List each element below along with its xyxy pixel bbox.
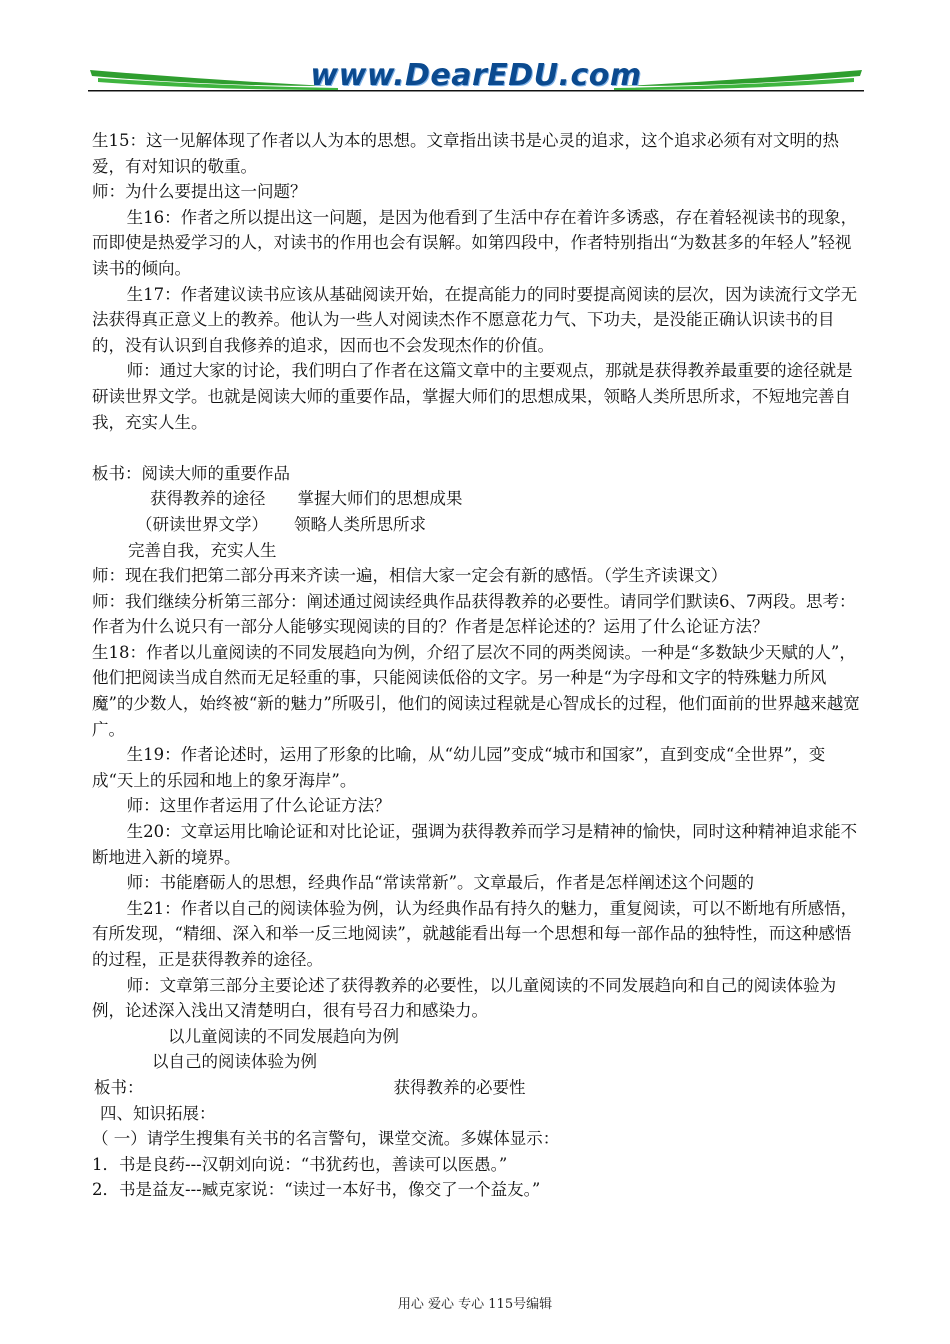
- blackboard-line: [92, 512, 862, 538]
- paragraph: 生18：作者以儿童阅读的不同发展趋向为例，介绍了层次不同的两类阅读。一种是“多数缺少天赋的人”，他们把阅读当成自然而无足轻重的事，只能阅读低俗的文字。另一种是“为字母和文字的特殊魅力所风魔”的少数人，始终被“新的魅力”所吸引，他们的阅读过程就是心智成长的过程，他们面前的世界越来越宽广。: [92, 642, 860, 739]
- paragraph: 生21：作者以自己的阅读体验为例，认为经典作品有持久的魅力，重复阅读，可以不断地有所感悟，有所发现，“精细、深入和举一反三地阅读”，就越能看出每一个思想和每一部作品的独特性，而这种感悟的过程，正是获得教养的途径。: [92, 898, 858, 969]
- blackboard-label: 板书：: [94, 1077, 144, 1097]
- paragraph: 师：现在我们把第二部分再来齐读一遍，相信大家一定会有新的感悟。（学生齐读课文）: [92, 566, 728, 586]
- paragraph: 生19：作者论述时，运用了形象的比喻，从“幼儿园”变成“城市和国家”，直到变成“全世界”，变成“天上的乐园和地上的象牙海岸”。: [92, 745, 826, 790]
- blackboard-line: 以儿童阅读的不同发展趋向为例: [168, 1026, 399, 1046]
- blackboard-item: 获得教养的途径: [150, 489, 266, 509]
- blackboard-item: 领略人类所思所求: [294, 514, 426, 534]
- blackboard-item: （研读世界文学）: [136, 514, 268, 534]
- blackboard-title: 板书：阅读大师的重要作品: [92, 463, 290, 483]
- paragraph: 师：我们继续分析第三部分：阐述通过阅读经典作品获得教养的必要性。请同学们默读6、7两段。思考： 作者为什么说只有一部分人能够实现阅读的目的？作者是怎样论述的？运用了什么论证方法？: [92, 591, 861, 637]
- paragraph: 师：文章第三部分主要论述了获得教养的必要性，以儿童阅读的不同发展趋向和自己的阅读体验为例，论述深入浅出又清楚明白，很有号召力和感染力。: [92, 975, 837, 1021]
- blackboard-line: [92, 1075, 862, 1101]
- blackboard-line: 以自己的阅读体验为例: [152, 1052, 317, 1072]
- paragraph: 生17：作者建议读书应该从基础阅读开始，在提高能力的同时要提高阅读的层次，因为读流行文学无法获得真正意义上的教养。他认为一些人对阅读杰作不愿意花力气、下功夫，是没能正确认识读书的目的，没有认识到自我修养的追求，因而也不会发现杰作的价值。: [92, 284, 858, 355]
- paragraph: 生15：这一见解体现了作者以人为本的思想。文章指出读书是心灵的追求，这个追求必须有对文明的热爱，有对知识的敬重。: [92, 131, 839, 176]
- list-item: 1．书是良药---汉朝刘向说：“书犹药也，善读可以医愚。”: [92, 1154, 508, 1174]
- blackboard-item: 掌握大师们的思想成果: [297, 489, 463, 509]
- document-body: [92, 128, 862, 1203]
- list-item: 2．书是益友---臧克家说：“读过一本好书，像交了一个益友。”: [92, 1180, 541, 1200]
- paragraph: 生20：文章运用比喻论证和对比论证，强调为获得教养而学习是精神的愉快，同时这种精神追求能不断地进入新的境界。: [92, 822, 858, 867]
- paragraph: 师：书能磨砺人的思想，经典作品“常读常新”。文章最后，作者是怎样阐述这个问题的: [126, 873, 755, 893]
- paragraph: 师：通过大家的讨论，我们明白了作者在这篇文章中的主要观点，那就是获得教养最重要的途径就是研读世界文学。也就是阅读大师的重要作品，掌握大师们的思想成果，领略人类所思所求，不短地完善自我，充实人生。: [92, 361, 853, 432]
- section-heading: 四、知识拓展：: [100, 1103, 216, 1123]
- blackboard-item: 获得教养的必要性: [393, 1077, 526, 1097]
- site-logo: www.DearEDU.com: [310, 58, 642, 93]
- blackboard-line: [92, 486, 862, 512]
- paragraph: 生16：作者之所以提出这一问题，是因为他看到了生活中存在着许多诱惑，存在着轻视读书的现象，而即使是热爱学习的人，对读书的作用也会有误解。如第四段中，作者特别指出“为数甚多的年轻人”轻视读书的倾向。: [92, 207, 858, 278]
- blackboard-line: 完善自我，充实人生: [128, 540, 277, 560]
- page-footer: 用心 爱心 专心 115号编辑: [397, 1297, 553, 1312]
- paragraph: （ 一）请学生搜集有关书的名言警句，课堂交流。多媒体显示：: [92, 1129, 560, 1149]
- paragraph: 师：为什么要提出这一问题？: [92, 182, 307, 202]
- paragraph: 师：这里作者运用了什么论证方法？: [126, 796, 391, 816]
- header-banner: [88, 56, 864, 100]
